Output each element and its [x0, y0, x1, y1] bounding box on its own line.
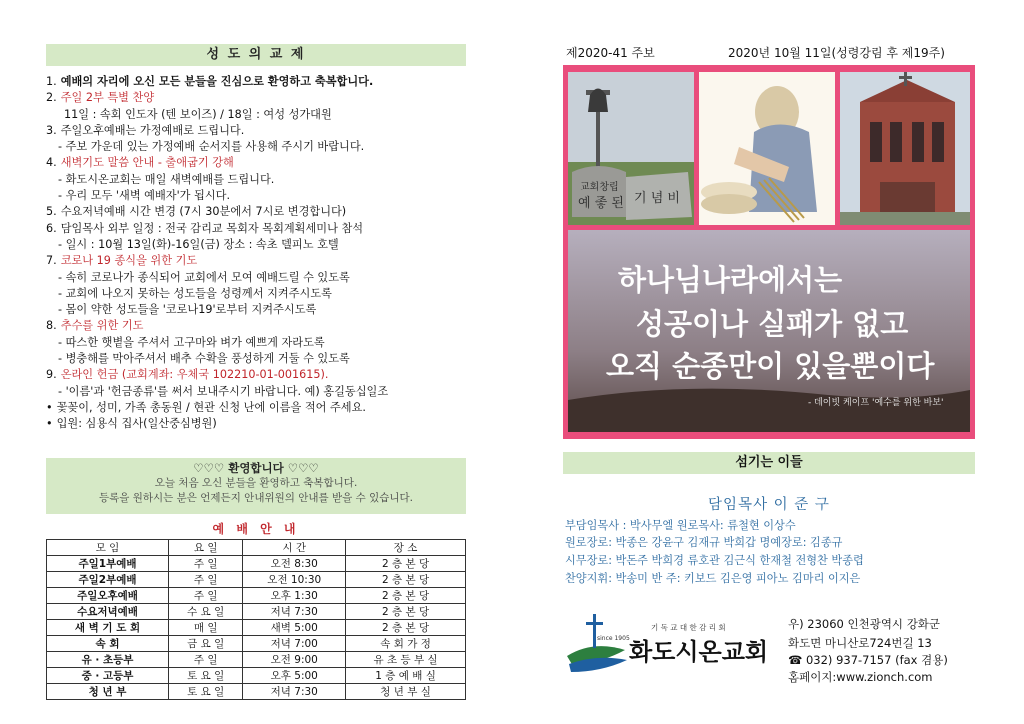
stone-line-3: 기 념 비: [634, 191, 680, 206]
schedule-cell: 새 벽 기 도 회: [47, 620, 169, 636]
banner-caption: - 데이빗 케이프 '예수를 위한 바보': [808, 398, 944, 408]
schedule-cell: 오후 5:00: [243, 668, 346, 684]
address-line-2: 화도면 마니산로724번길 13: [788, 636, 932, 650]
news-item: [46, 400, 466, 416]
schedule-row: [47, 572, 466, 588]
schedule-row: [47, 652, 466, 668]
news-item-text: - '이름'과 '헌금종류'를 써서 보내주시기 바랍니다. 예) 홍길동십일조: [58, 384, 389, 398]
schedule-cell: 저녁 7:00: [243, 636, 346, 652]
schedule-cell: 주 일: [169, 572, 243, 588]
news-item-text: - 교회에 나오지 못하는 성도들을 성령께서 지켜주시도록: [58, 286, 332, 300]
schedule-row: [47, 556, 466, 572]
news-item-text: 담임목사 외부 일정 : 전국 감리교 목회자 목회계획세미나 참석: [60, 221, 364, 235]
news-item: [46, 286, 466, 302]
news-item: [46, 253, 466, 269]
schedule-cell: 저녁 7:30: [243, 604, 346, 620]
news-item-text: 꽃꽂이, 성미, 가족 총동원 / 현관 신청 난에 이름을 적어 주세요.: [56, 400, 366, 414]
welcome-line-2: 등록을 원하시는 분은 언제든지 안내위원의 안내를 받을 수 있습니다.: [98, 492, 414, 504]
news-item-text: 주일오후예배는 가정예배로 드립니다.: [60, 123, 245, 137]
photo-collage: [563, 65, 975, 439]
news-item: [46, 367, 466, 383]
news-item: [46, 204, 466, 220]
banner-line-2: 성공이나 실패가 없고: [636, 307, 909, 341]
news-item-text: 새벽기도 말씀 안내 - 출애굽기 강해: [60, 156, 234, 170]
news-item: [46, 90, 466, 106]
schedule-cell: 2 층 본 당: [346, 572, 466, 588]
news-item-number: 5.: [46, 205, 57, 219]
schedule-row: [47, 604, 466, 620]
schedule-cell: 유 · 초등부: [47, 652, 169, 668]
news-item: [46, 302, 466, 318]
schedule-cell: 주일1부예배: [47, 556, 169, 572]
news-item-text: 수요저녁예배 시간 변경 (7시 30분에서 7시로 변경합니다): [60, 205, 347, 219]
church-news-header: 성 도 의 교 제: [46, 44, 466, 66]
staff-line: 시무장로: 박돈주 박희경 류호관 김근식 한재철 전형찬 박종렵: [565, 554, 864, 567]
news-item: [46, 237, 466, 253]
schedule-cell: 오전 10:30: [243, 572, 346, 588]
stone-line-2: 예 좋 된: [578, 196, 624, 211]
news-item: [46, 384, 466, 400]
news-item-text: - 따스한 햇볕을 주셔서 고구마와 벼가 예쁘게 자라도록: [58, 335, 325, 349]
news-item-text: 11일 : 속회 인도자 (텐 보이즈) / 18일 : 여성 성가대원: [64, 107, 332, 121]
news-item-text: - 병충해를 막아주셔서 배추 수확을 풍성하게 거둘 수 있도록: [58, 352, 350, 366]
news-item: [46, 139, 466, 155]
schedule-cell: 오전 8:30: [243, 556, 346, 572]
schedule-cell: 2 층 본 당: [346, 604, 466, 620]
church-building-photo: [840, 72, 970, 225]
schedule-cell: 2 층 본 당: [346, 588, 466, 604]
stone-line-1: 교회창립: [580, 182, 619, 193]
schedule-cell: 속 회: [47, 636, 169, 652]
schedule-cell: 속 회 가 정: [346, 636, 466, 652]
schedule-header-cell: 시 간: [243, 540, 346, 556]
schedule-row: [47, 588, 466, 604]
schedule-header-cell: 장 소: [346, 540, 466, 556]
staff-line: 찬양지휘: 박송미 반 주: 키보드 김은영 피아노 김마리 이지은: [565, 572, 861, 585]
news-item-text: 코로나 19 종식을 위한 기도: [60, 254, 198, 268]
homepage: 홈페이지:www.zionch.com: [788, 670, 933, 684]
worship-schedule-table: [46, 539, 466, 700]
schedule-title: 예 배 안 내: [212, 522, 300, 536]
schedule-row: [47, 684, 466, 700]
news-item: [46, 270, 466, 286]
news-item-text: - 몸이 약한 성도들을 '코로나19'로부터 지켜주시도록: [58, 303, 317, 317]
news-item-text: 추수를 위한 기도: [60, 319, 144, 333]
schedule-cell: 토 요 일: [169, 684, 243, 700]
schedule-cell: 매 일: [169, 620, 243, 636]
schedule-cell: 오전 9:00: [243, 652, 346, 668]
news-item-number: 6.: [46, 221, 57, 235]
news-item: [46, 351, 466, 367]
welcome-box: [46, 458, 466, 514]
schedule-cell: 2 층 본 당: [346, 556, 466, 572]
news-item: [46, 188, 466, 204]
schedule-cell: 주일2부예배: [47, 572, 169, 588]
schedule-row: [47, 668, 466, 684]
news-item-text: - 주보 가운데 있는 가정예배 순서지를 사용해 주시기 바랍니다.: [58, 140, 365, 154]
schedule-cell: 수 요 일: [169, 604, 243, 620]
schedule-cell: 중 · 고등부: [47, 668, 169, 684]
church-logo: [563, 610, 781, 674]
news-item-text: - 일시 : 10월 13일(화)-16일(금) 장소 : 속초 델피노 호텔: [58, 237, 339, 251]
bell-stone-photo: [568, 72, 694, 225]
schedule-cell: 수요저녁예배: [47, 604, 169, 620]
staff-line: 부담임목사 : 박사무엘 원로목사: 류철현 이상수: [565, 519, 796, 532]
schedule-cell: 청 년 부: [47, 684, 169, 700]
news-item-number: 1.: [46, 75, 57, 88]
church-news-list: [46, 74, 466, 433]
news-item-number: •: [46, 400, 53, 414]
news-item-number: 9.: [46, 368, 57, 382]
schedule-header-cell: 요 일: [169, 540, 243, 556]
scripture-banner: [568, 230, 970, 432]
phone-number: ☎ 032) 937-7157 (fax 겸용): [788, 653, 948, 667]
schedule-cell: 새벽 5:00: [243, 620, 346, 636]
schedule-cell: 주 일: [169, 652, 243, 668]
banner-line-1: 하나님나라에서는: [618, 263, 843, 297]
news-item-text: - 우리 모두 '새벽 예배자'가 됩시다.: [58, 189, 231, 203]
news-item-number: 7.: [46, 254, 57, 268]
news-item: [46, 107, 466, 123]
schedule-cell: 1 층 예 배 실: [346, 668, 466, 684]
address-line-1: 우) 23060 인천광역시 강화군: [788, 617, 941, 631]
news-item-number: 2.: [46, 91, 57, 105]
news-item-text: 예배의 자리에 오신 모든 분들을 진심으로 환영하고 축복합니다.: [60, 75, 374, 88]
news-item: [46, 74, 466, 90]
news-item-number: 4.: [46, 156, 57, 170]
news-item: [46, 123, 466, 139]
schedule-cell: 금 요 일: [169, 636, 243, 652]
schedule-cell: 주 일: [169, 588, 243, 604]
welcome-line-1: 오늘 처음 오신 분들을 환영하고 축복합니다.: [154, 477, 358, 489]
welcome-title: ♡♡♡ 환영합니다 ♡♡♡: [193, 461, 319, 475]
schedule-row: [47, 636, 466, 652]
schedule-cell: 저녁 7:30: [243, 684, 346, 700]
news-item-text: 온라인 헌금 (교회계좌: 우체국 102210-01-001615).: [60, 368, 329, 382]
banner-line-3: 오직 순종만이 있을뿐이다: [606, 349, 935, 383]
schedule-header-row: [47, 540, 466, 556]
schedule-cell: 토 요 일: [169, 668, 243, 684]
news-item: [46, 172, 466, 188]
schedule-cell: 청 년 부 실: [346, 684, 466, 700]
news-item: [46, 221, 466, 237]
news-item-number: •: [46, 417, 53, 431]
schedule-cell: 주 일: [169, 556, 243, 572]
schedule-cell: 2 층 본 당: [346, 620, 466, 636]
church-name: 화도시온교회: [629, 638, 769, 666]
news-item: [46, 416, 466, 432]
schedule-cell: 유 초 등 부 실: [346, 652, 466, 668]
news-item: [46, 318, 466, 334]
illustration-photo: [699, 72, 835, 225]
bulletin-date: 2020년 10월 11일(성령강림 후 제19주): [728, 46, 945, 60]
news-item-number: 3.: [46, 123, 57, 137]
church-since: since 1905: [597, 635, 630, 642]
staff-header: 섬기는 이들: [563, 452, 975, 474]
senior-pastor: 담임목사 이 준 구: [708, 497, 830, 513]
news-item-text: 입원: 심용식 집사(일산중심병원): [56, 417, 217, 431]
news-item-number: 8.: [46, 319, 57, 333]
schedule-header-cell: 모 임: [47, 540, 169, 556]
schedule-row: [47, 620, 466, 636]
news-item-text: - 화도시온교회는 매일 새벽예배를 드립니다.: [58, 172, 275, 186]
staff-line: 원로장로: 박종은 강윤구 김재규 박희갑 명예장로: 김종규: [565, 536, 843, 549]
church-denomination: 기 독 교 대 한 감 리 회: [651, 623, 726, 632]
news-item-text: - 속히 코로나가 종식되어 교회에서 모여 예배드릴 수 있도록: [58, 270, 350, 284]
schedule-cell: 오후 1:30: [243, 588, 346, 604]
bulletin-number: 제2020-41 주보: [566, 46, 655, 60]
news-item: [46, 155, 466, 171]
news-item-text: 주일 2부 특별 찬양: [60, 91, 155, 105]
schedule-cell: 주일오후예배: [47, 588, 169, 604]
news-item: [46, 335, 466, 351]
